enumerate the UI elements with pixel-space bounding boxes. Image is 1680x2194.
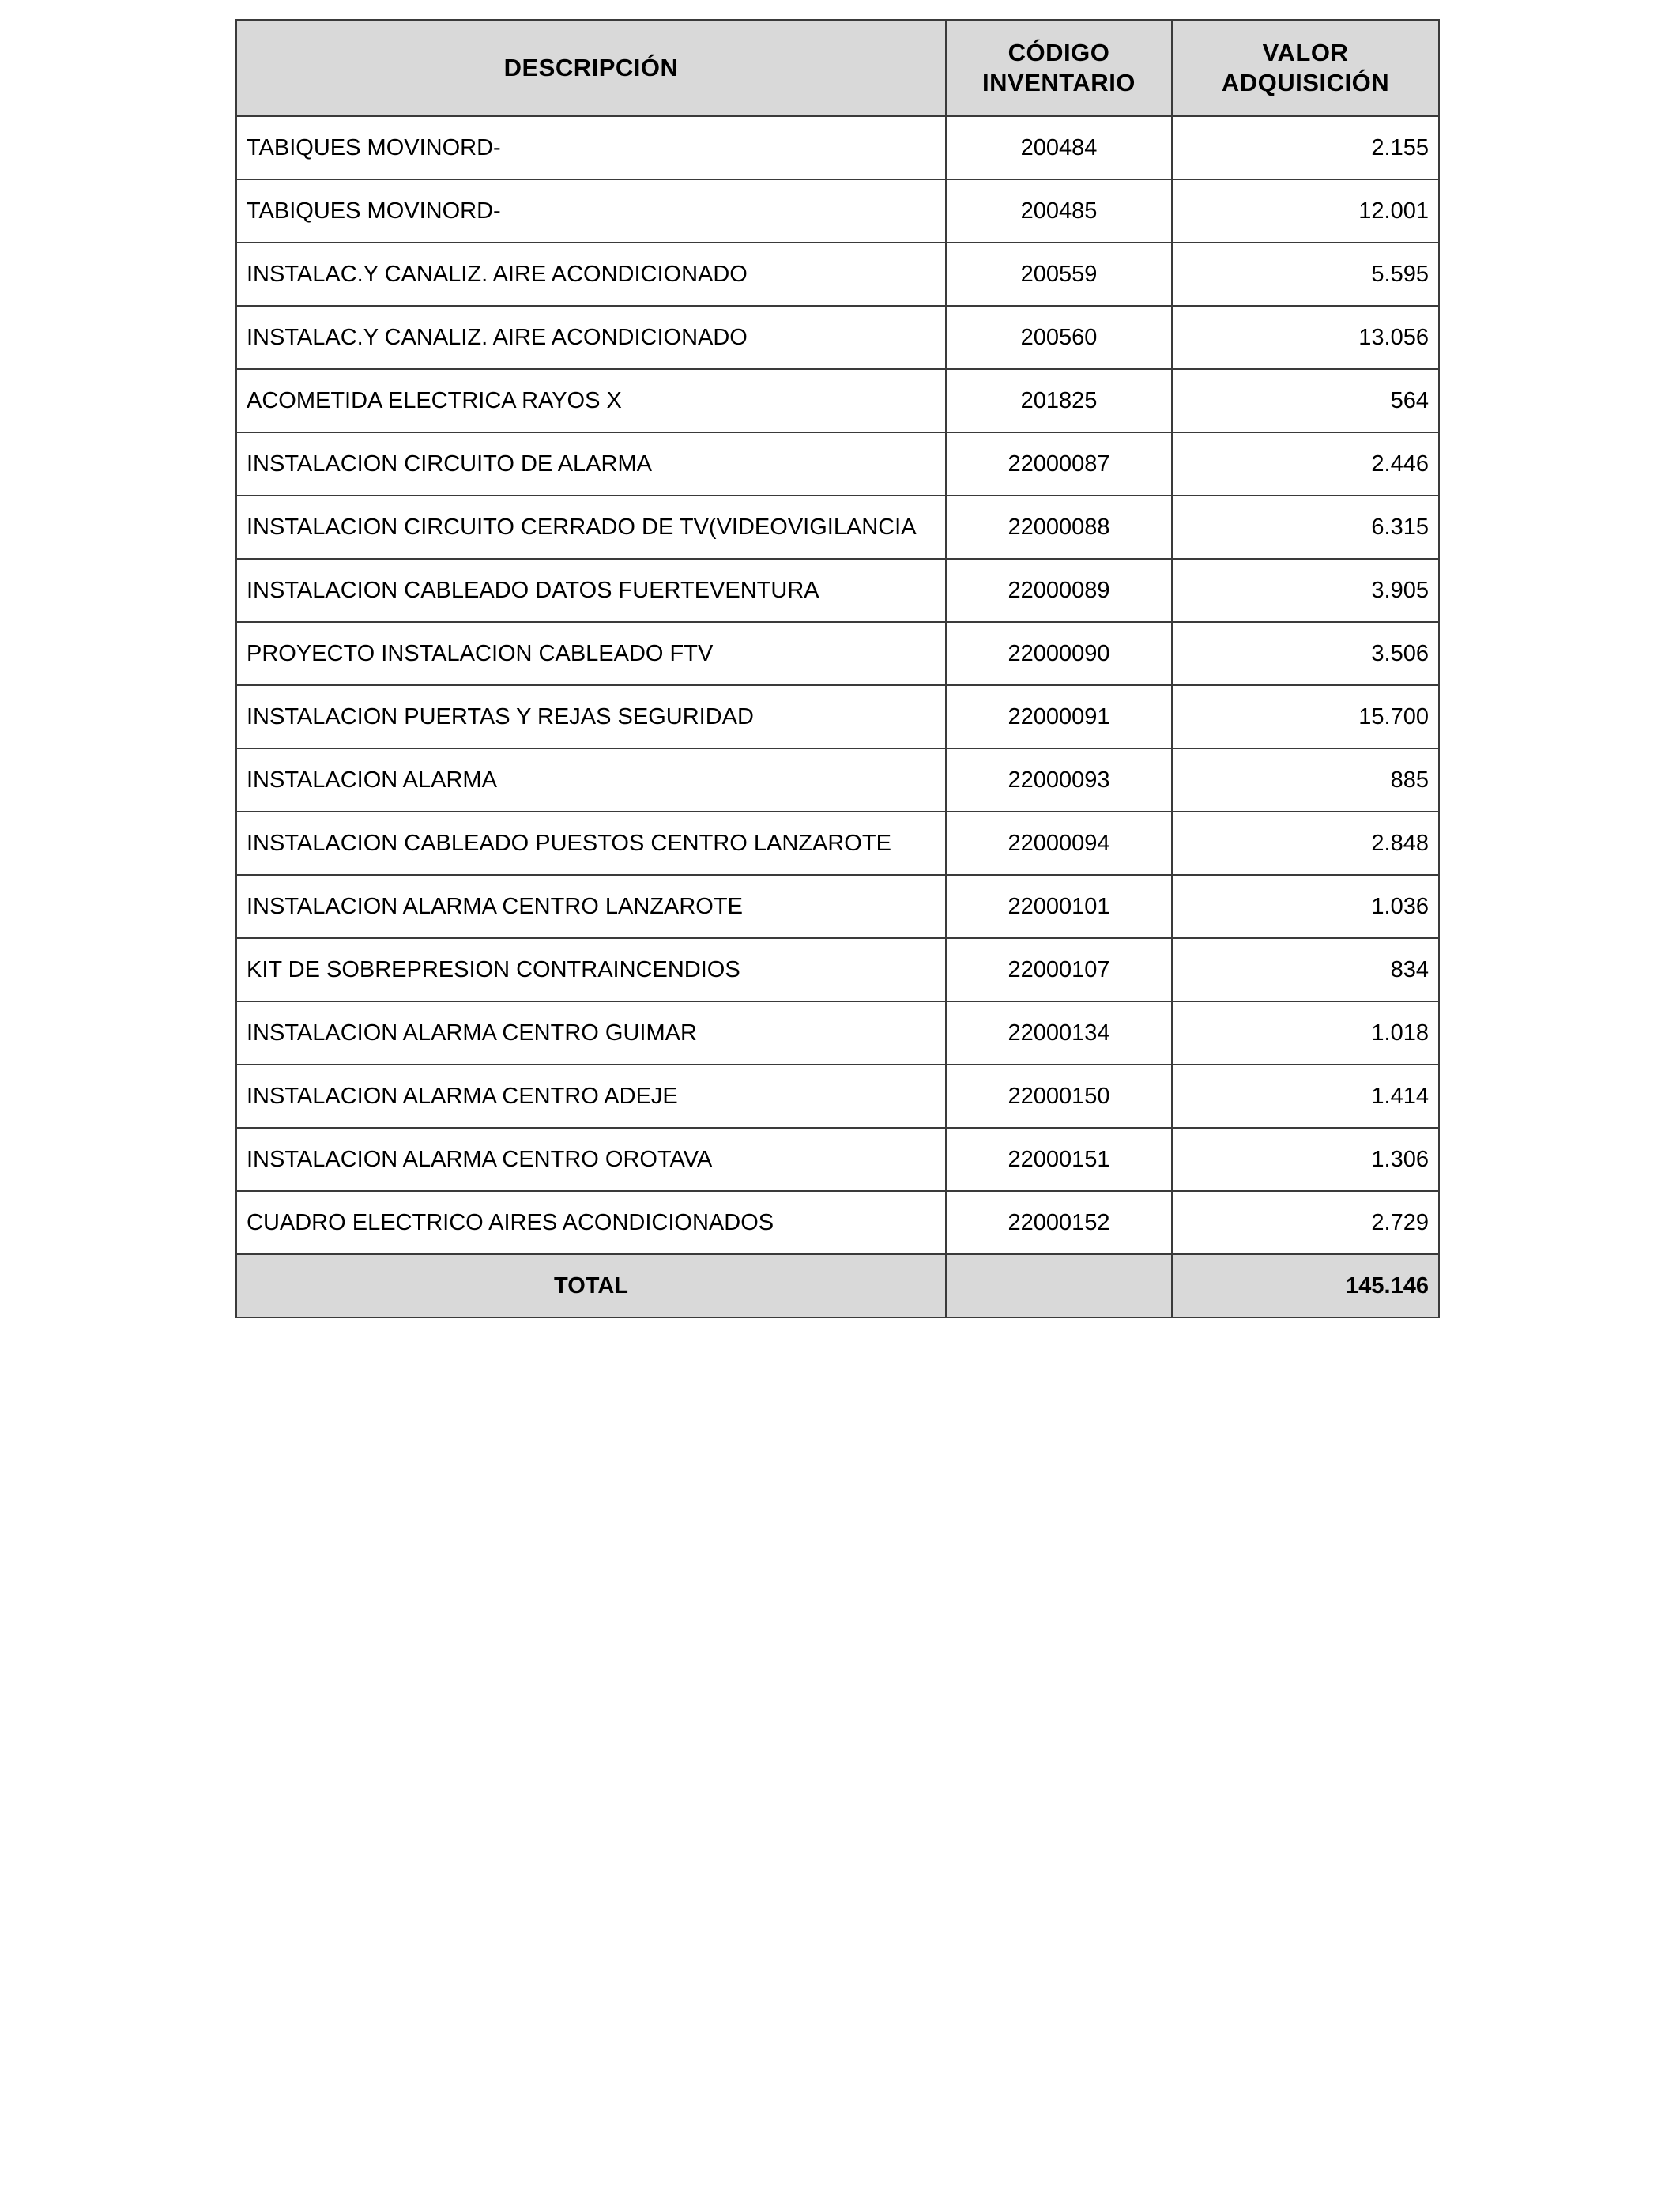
table-row <box>236 432 1439 496</box>
cell-value: 2.848 <box>1172 812 1439 875</box>
table-row <box>236 179 1439 243</box>
total-value: 145.146 <box>1172 1254 1439 1318</box>
cell-description: INSTALACION CIRCUITO DE ALARMA <box>236 432 946 496</box>
table-row <box>236 622 1439 685</box>
cell-value: 564 <box>1172 369 1439 432</box>
cell-value: 2.446 <box>1172 432 1439 496</box>
cell-code: 22000089 <box>946 559 1172 622</box>
cell-description: CUADRO ELECTRICO AIRES ACONDICIONADOS <box>236 1191 946 1254</box>
cell-value: 834 <box>1172 938 1439 1001</box>
cell-value: 1.306 <box>1172 1128 1439 1191</box>
table-row <box>236 559 1439 622</box>
cell-code: 22000091 <box>946 685 1172 748</box>
total-label: TOTAL <box>236 1254 946 1318</box>
header-code-line1: CÓDIGO <box>1008 39 1110 66</box>
cell-code: 200559 <box>946 243 1172 306</box>
cell-code: 22000150 <box>946 1065 1172 1128</box>
cell-description: ACOMETIDA ELECTRICA RAYOS X <box>236 369 946 432</box>
header-code-line2: INVENTARIO <box>982 69 1136 96</box>
cell-code: 22000101 <box>946 875 1172 938</box>
table-row <box>236 306 1439 369</box>
cell-description: INSTALACION PUERTAS Y REJAS SEGURIDAD <box>236 685 946 748</box>
table-row <box>236 243 1439 306</box>
cell-description: INSTALACION ALARMA CENTRO ADEJE <box>236 1065 946 1128</box>
total-row <box>236 1254 1439 1318</box>
total-code <box>946 1254 1172 1318</box>
table-row <box>236 116 1439 179</box>
table-row <box>236 875 1439 938</box>
cell-code: 22000152 <box>946 1191 1172 1254</box>
cell-value: 3.506 <box>1172 622 1439 685</box>
cell-code: 22000134 <box>946 1001 1172 1065</box>
table-row <box>236 1001 1439 1065</box>
cell-description: INSTALAC.Y CANALIZ. AIRE ACONDICIONADO <box>236 243 946 306</box>
cell-value: 1.036 <box>1172 875 1439 938</box>
cell-value: 2.729 <box>1172 1191 1439 1254</box>
cell-description: INSTALACION ALARMA CENTRO LANZAROTE <box>236 875 946 938</box>
cell-code: 22000151 <box>946 1128 1172 1191</box>
cell-description: INSTALACION CABLEADO PUESTOS CENTRO LANZAROTE <box>236 812 946 875</box>
table-row <box>236 369 1439 432</box>
table-row <box>236 812 1439 875</box>
cell-code: 22000087 <box>946 432 1172 496</box>
table-row <box>236 748 1439 812</box>
header-value-line1: VALOR <box>1262 39 1349 66</box>
table-body <box>236 116 1439 1254</box>
cell-code: 22000088 <box>946 496 1172 559</box>
cell-value: 2.155 <box>1172 116 1439 179</box>
cell-description: TABIQUES MOVINORD- <box>236 116 946 179</box>
cell-value: 1.414 <box>1172 1065 1439 1128</box>
table-row <box>236 685 1439 748</box>
table-row <box>236 938 1439 1001</box>
cell-description: INSTALAC.Y CANALIZ. AIRE ACONDICIONADO <box>236 306 946 369</box>
cell-value: 885 <box>1172 748 1439 812</box>
cell-value: 6.315 <box>1172 496 1439 559</box>
cell-description: INSTALACION CIRCUITO CERRADO DE TV(VIDEOVIGILANCIA <box>236 496 946 559</box>
cell-description: INSTALACION ALARMA CENTRO GUIMAR <box>236 1001 946 1065</box>
cell-value: 13.056 <box>1172 306 1439 369</box>
header-description <box>236 20 946 116</box>
cell-description: KIT DE SOBREPRESION CONTRAINCENDIOS <box>236 938 946 1001</box>
header-code <box>946 20 1172 116</box>
cell-value: 5.595 <box>1172 243 1439 306</box>
cell-description: TABIQUES MOVINORD- <box>236 179 946 243</box>
cell-code: 22000090 <box>946 622 1172 685</box>
cell-code: 22000094 <box>946 812 1172 875</box>
table-header-row <box>236 20 1439 116</box>
cell-value: 3.905 <box>1172 559 1439 622</box>
cell-code: 200485 <box>946 179 1172 243</box>
cell-value: 12.001 <box>1172 179 1439 243</box>
cell-description: INSTALACION ALARMA CENTRO OROTAVA <box>236 1128 946 1191</box>
cell-value: 1.018 <box>1172 1001 1439 1065</box>
cell-description: INSTALACION ALARMA <box>236 748 946 812</box>
cell-description: INSTALACION CABLEADO DATOS FUERTEVENTURA <box>236 559 946 622</box>
table-row <box>236 1065 1439 1128</box>
cell-description: PROYECTO INSTALACION CABLEADO FTV <box>236 622 946 685</box>
header-description-label: DESCRIPCIÓN <box>503 54 679 81</box>
cell-code: 200484 <box>946 116 1172 179</box>
header-value <box>1172 20 1439 116</box>
table-row <box>236 496 1439 559</box>
cell-code: 22000107 <box>946 938 1172 1001</box>
cell-code: 22000093 <box>946 748 1172 812</box>
cell-code: 201825 <box>946 369 1172 432</box>
table-row <box>236 1128 1439 1191</box>
cell-value: 15.700 <box>1172 685 1439 748</box>
table-row <box>236 1191 1439 1254</box>
cell-code: 200560 <box>946 306 1172 369</box>
inventory-table <box>235 19 1440 1318</box>
header-value-line2: ADQUISICIÓN <box>1221 69 1390 96</box>
